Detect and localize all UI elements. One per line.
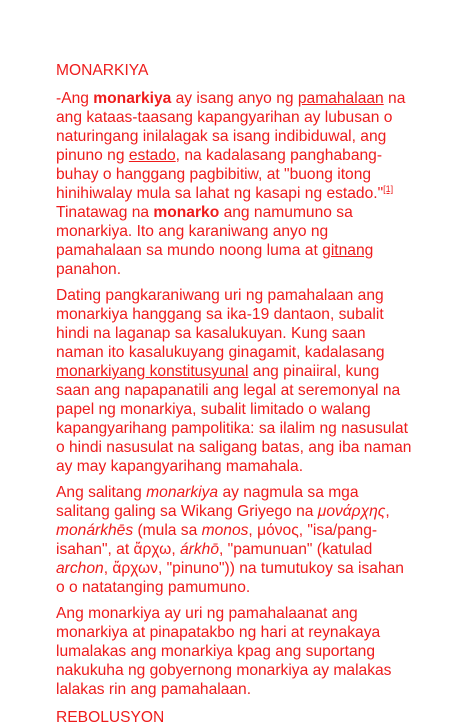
text: , μόνος, "isa/pang-isahan", at ἄρχω,	[56, 522, 378, 558]
link-estado[interactable]: estado	[128, 147, 176, 164]
text: ang pinaiiral, kung saan ang napapanatili ang legal at seremonyal na papel ng monarkiya, subalit limitado o walang kapangyarihang pampolitika: sa ilalim ng nasusulat o hindi nasusulat na saligang batas, ang iba naman ay may kapangyarihang mamahala.	[56, 363, 412, 475]
paragraph-4: Ang monarkiya ay uri ng pamahalaanat ang monarkiya at pinapatakbo ng hari at reynakaya lumalakas ang monarkiya kpag ang suportang nakukuha ng gobyernong monarkiya ay malakas lalakas rin ang pamahalaan.	[56, 605, 392, 698]
italic-arkho: árkhō	[179, 541, 219, 558]
italic-monarkhes: monárkhēs	[56, 522, 134, 539]
text: -Ang	[56, 90, 94, 107]
footnote-ref-1[interactable]: [1]	[383, 183, 394, 194]
text: , "pamunuan" (katulad	[219, 541, 373, 558]
bold-term-monarkiya: monarkiya	[93, 90, 172, 107]
text: (mula sa	[133, 522, 202, 539]
link-monarkiyang-konstitusyunal[interactable]: monarkiyang konstitusyunal	[56, 363, 249, 380]
document-body	[56, 61, 416, 727]
text: ang namumuno sa monarkiya. Ito ang karaniwang anyo ng pamahalaan sa mundo noong luma at	[56, 204, 353, 259]
text: , na kadalasang panghabang-buhay o hanggang pagbibitiw, at "buong itong hinihiwalay mula sa lahat ng kasapi ng estado."	[56, 147, 384, 202]
bold-term-monarko: monarko	[153, 204, 220, 221]
section-heading-rebolusyon: REBOLUSYON	[56, 709, 165, 726]
text: panahon.	[56, 261, 122, 278]
text: ay nagmula sa mga salitang galing sa Wikang Griyego na	[56, 484, 359, 520]
text: , ἄρχων, "pinuno")) na tumutukoy sa isahan o o natatanging pamumuno.	[56, 560, 404, 596]
text: Dating pangkaraniwang uri ng pamahalaan ang monarkiya hanggang sa ika-19 dantaon, subalit hindi na laganap sa kasalukuyan. Kung saan naman ito kasalukuyang ginagamit, kadalasang	[56, 287, 385, 361]
paragraph-1	[56, 89, 416, 279]
link-gitnang[interactable]: gitnang	[322, 242, 374, 259]
text: Ang salitang	[56, 484, 147, 501]
italic-monos: monos	[201, 522, 249, 539]
italic-monarkiya: monarkiya	[146, 484, 219, 501]
link-pamahalaan[interactable]: pamahalaan	[297, 90, 384, 107]
text: Tinatawag na	[56, 204, 154, 221]
paragraph-2	[56, 286, 416, 476]
text: na ang kataas-taasang kapangyarihan ay lubusan o naturingang inilalagak sa isang indibiduwal, ang pinuno ng	[56, 90, 406, 164]
italic-archon: archon	[56, 560, 104, 577]
text: ay isang anyo ng	[171, 90, 298, 107]
section-heading-monarkiya: MONARKIYA	[56, 62, 149, 79]
text: ,	[385, 503, 390, 520]
greek-monarches: μονάρχης	[317, 503, 386, 520]
paragraph-3	[56, 483, 416, 597]
